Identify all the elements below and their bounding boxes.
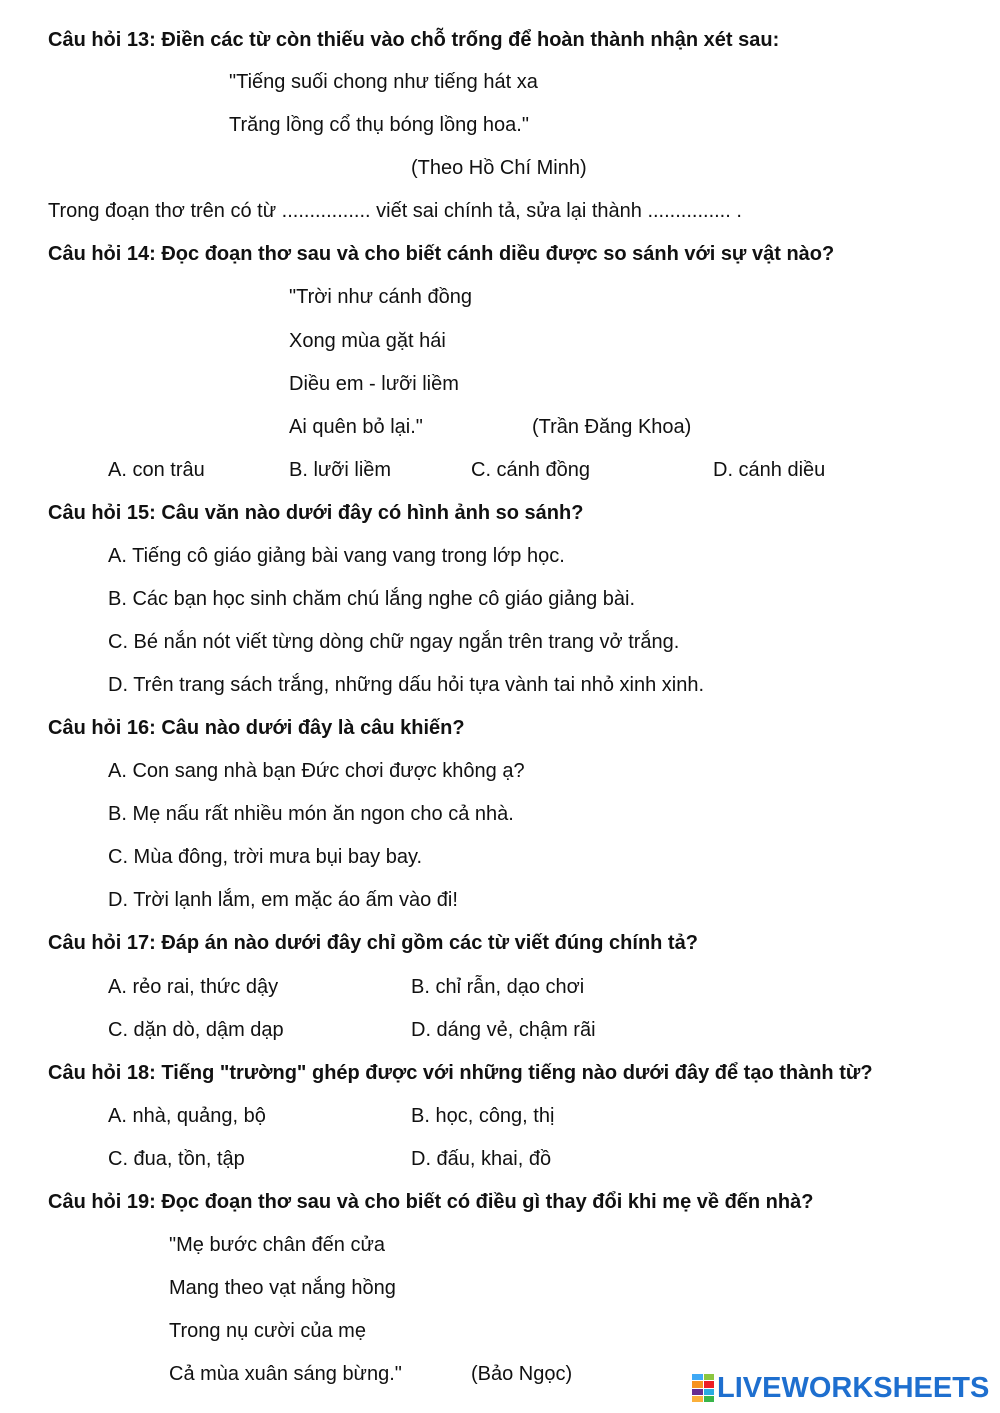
q17-option-d: D. dáng vẻ, chậm rãi [411, 1019, 596, 1041]
q15-option-c: C. Bé nắn nót viết từng dòng chữ ngay ngắn trên trang vở trắng. [108, 631, 680, 653]
q19-title: Câu hỏi 19: Đọc đoạn thơ sau và cho biết có điều gì thay đổi khi mẹ về đến nhà? [48, 1191, 814, 1213]
q16-option-d: D. Trời lạnh lắm, em mặc áo ấm vào đi! [108, 889, 458, 911]
q14-poem-line-2: Xong mùa gặt hái [289, 330, 446, 352]
q15-option-b: B. Các bạn học sinh chăm chú lắng nghe cô giáo giảng bài. [108, 588, 636, 610]
q19-poem-line-4: Cả mùa xuân sáng bừng." [169, 1363, 402, 1385]
q18-option-a: A. nhà, quảng, bộ [108, 1105, 266, 1127]
q19-poem-line-2: Mang theo vạt nắng hồng [169, 1277, 396, 1299]
q19-poem-line-1: "Mẹ bước chân đến cửa [169, 1234, 385, 1256]
q14-option-c: C. cánh đồng [471, 459, 590, 481]
q14-option-d: D. cánh diều [713, 459, 826, 481]
q14-author: (Trần Đăng Khoa) [532, 416, 692, 438]
q17-option-c: C. dặn dò, dậm dạp [108, 1019, 284, 1041]
q15-option-a: A. Tiếng cô giáo giảng bài vang vang trong lớp học. [108, 545, 565, 567]
q18-option-d: D. đấu, khai, đồ [411, 1148, 552, 1170]
q18-option-b: B. học, công, thị [411, 1105, 555, 1127]
q13-author: (Theo Hồ Chí Minh) [411, 157, 587, 179]
q17-title: Câu hỏi 17: Đáp án nào dưới đây chỉ gồm các từ viết đúng chính tả? [48, 932, 698, 954]
q19-poem-line-3: Trong nụ cười của mẹ [169, 1320, 366, 1342]
q19-author: (Bảo Ngọc) [471, 1363, 573, 1385]
q13-fill-sentence: Trong đoạn thơ trên có từ ................ viết sai chính tả, sửa lại thành ............... . [48, 200, 742, 222]
q16-option-b: B. Mẹ nấu rất nhiều món ăn ngon cho cả nhà. [108, 803, 514, 825]
q14-option-a: A. con trâu [108, 459, 205, 481]
q15-title: Câu hỏi 15: Câu văn nào dưới đây có hình ảnh so sánh? [48, 502, 584, 524]
q17-option-b: B. chỉ rẫn, dạo chơi [411, 976, 585, 998]
q14-poem-line-1: "Trời như cánh đồng [289, 286, 472, 308]
q18-option-c: C. đua, tồn, tập [108, 1148, 245, 1170]
q13-title: Câu hỏi 13: Điền các từ còn thiếu vào chỗ trống để hoàn thành nhận xét sau: [48, 29, 780, 51]
q15-option-d: D. Trên trang sách trắng, những dấu hỏi tựa vành tai nhỏ xinh xinh. [108, 674, 705, 696]
liveworksheets-logo-icon [692, 1374, 714, 1402]
q16-option-a: A. Con sang nhà bạn Đức chơi được không ạ? [108, 760, 525, 782]
q16-title: Câu hỏi 16: Câu nào dưới đây là câu khiến? [48, 717, 465, 739]
q18-title: Câu hỏi 18: Tiếng "trường" ghép được với những tiếng nào dưới đây để tạo thành từ? [48, 1062, 873, 1084]
q14-poem-line-4: Ai quên bỏ lại." [289, 416, 423, 438]
q13-poem-line-2: Trăng lồng cổ thụ bóng lồng hoa." [229, 114, 529, 136]
q14-title: Câu hỏi 14: Đọc đoạn thơ sau và cho biết cánh diều được so sánh với sự vật nào? [48, 243, 835, 265]
liveworksheets-watermark[interactable] [692, 1372, 989, 1404]
q14-option-b: B. lưỡi liềm [289, 459, 392, 481]
q14-poem-line-3: Diều em - lưỡi liềm [289, 373, 459, 395]
q16-option-c: C. Mùa đông, trời mưa bụi bay bay. [108, 846, 423, 868]
liveworksheets-logo-text: LIVEWORKSHEETS [717, 1371, 990, 1404]
q17-option-a: A. rẻo rai, thức dậy [108, 976, 279, 998]
q13-poem-line-1: "Tiếng suối chong như tiếng hát xa [229, 71, 538, 93]
